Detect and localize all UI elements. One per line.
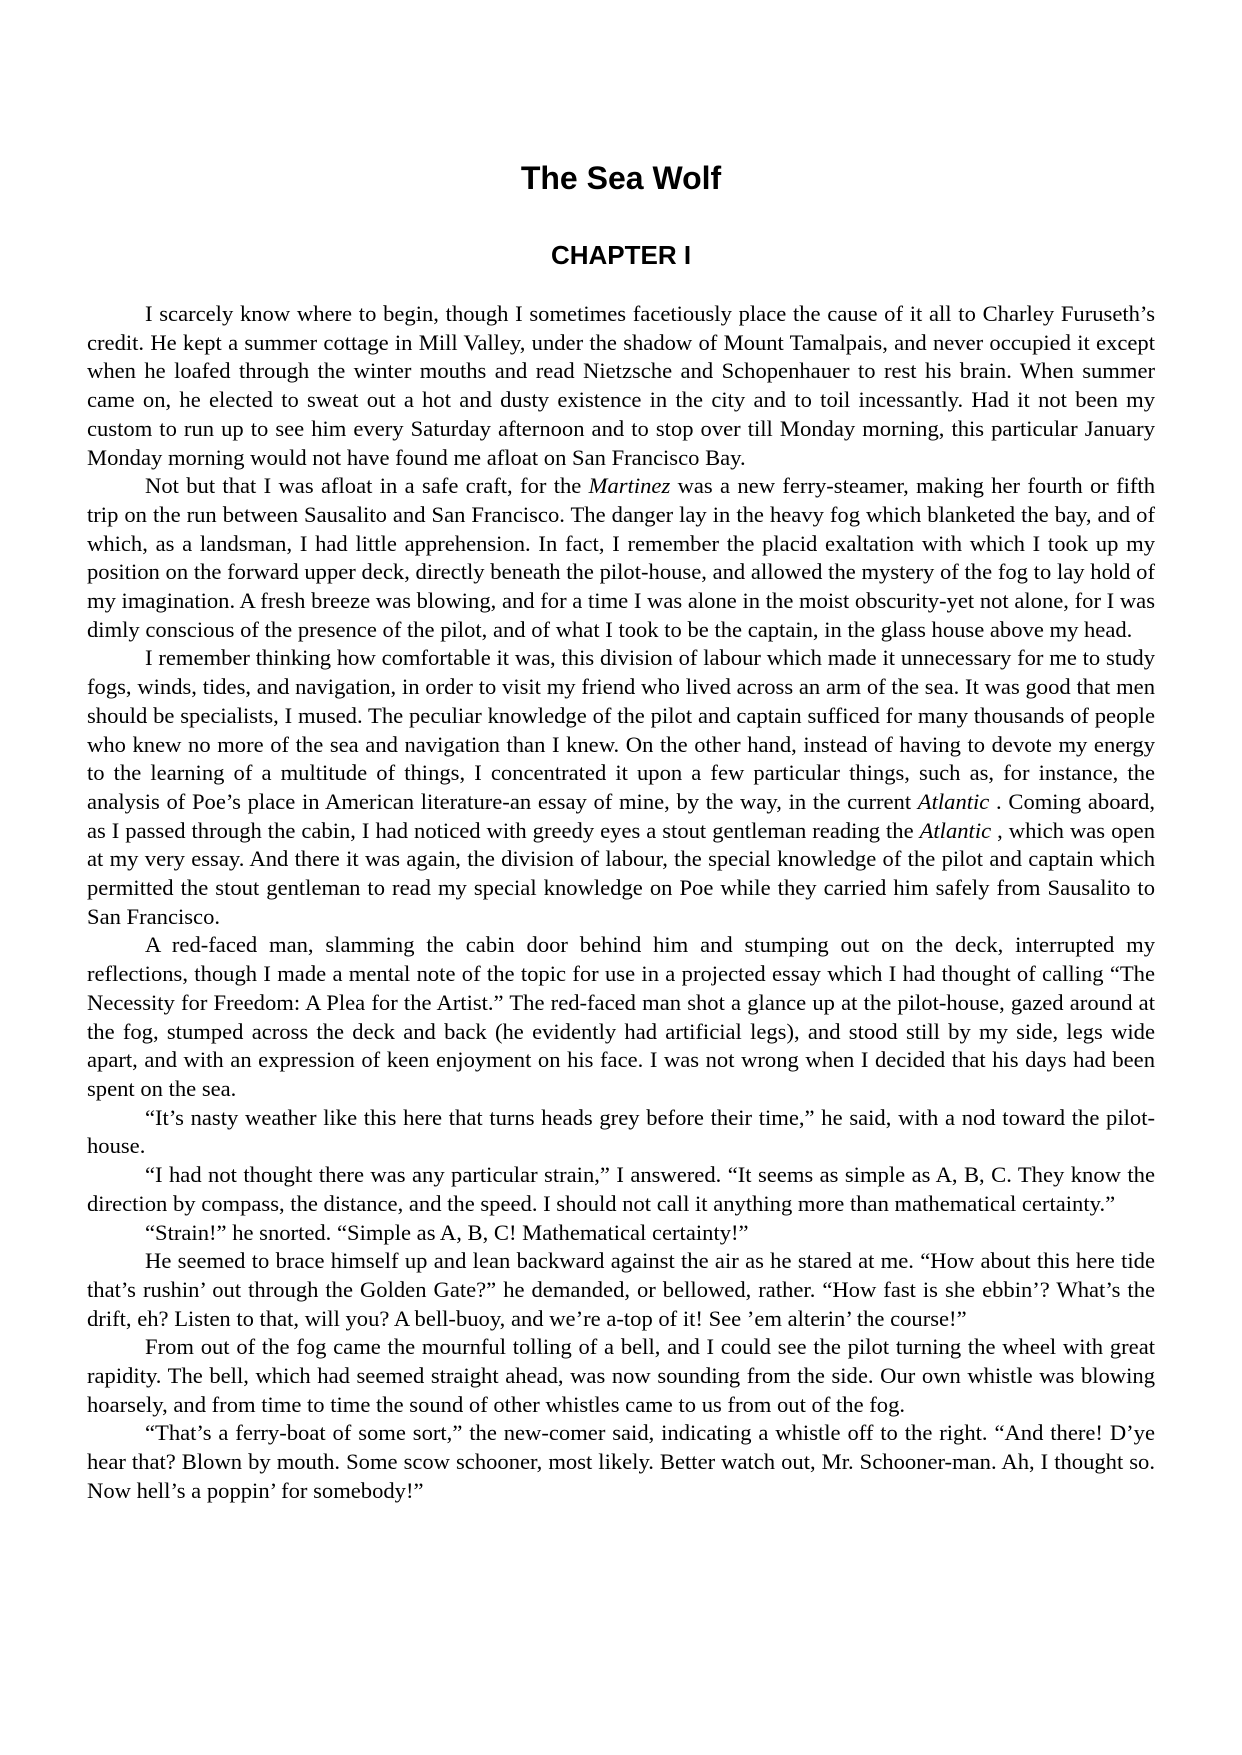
- paragraph: From out of the fog came the mournful tolling of a bell, and I could see the pilot turning the wheel with great rapidity. The bell, which had seemed straight ahead, was now sounding from the side. Our own whistle was blowing hoarsely, and from time to time the sound of other whistles came to us from out of the fog.: [87, 1334, 1155, 1417]
- paragraph: “I had not thought there was any particular strain,” I answered. “It seems as simple as A, B, C. They know the direction by compass, the distance, and the speed. I should not call it anything more than mathematical certainty.”: [87, 1162, 1155, 1216]
- paragraph: I remember thinking how comfortable it was, this division of labour which made it unnecessary for me to study fogs, winds, tides, and navigation, in order to visit my friend who lived across an arm of the sea. It was good that men should be specialists, I mused. The peculiar knowledge of the pilot and captain sufficed for many thousands of people who knew no more of the sea and navigation than I knew. On the other hand, instead of having to devote my energy to the learning of a multitude of things, I concentrated it upon a few particular things, such as, for instance, the analysis of Poe’s place in American literature-an essay of mine, by the way, in the current Atlantic . Coming aboard, as I passed through the cabin, I had noticed with greedy eyes a stout gentleman reading the Atlantic , which was open at my very essay. And there it was again, the division of labour, the special knowledge of the pilot and captain which permitted the stout gentleman to read my special knowledge on Poe while they carried him safely from Sausalito to San Francisco.: [87, 645, 1155, 929]
- paragraph: Not but that I was afloat in a safe craft, for the Martinez was a new ferry-steamer, making her fourth or fifth trip on the run between Sausalito and San Francisco. The danger lay in the heavy fog which blanketed the bay, and of which, as a landsman, I had little apprehension. In fact, I remember the placid exaltation with which I took up my position on the forward upper deck, directly beneath the pilot-house, and allowed the mystery of the fog to lay hold of my imagination. A fresh breeze was blowing, and for a time I was alone in the moist obscurity-yet not alone, for I was dimly conscious of the presence of the pilot, and of what I took to be the captain, in the glass house above my head.: [87, 473, 1155, 642]
- paragraph: A red-faced man, slamming the cabin door behind him and stumping out on the deck, interrupted my reflections, though I made a mental note of the topic for use in a projected essay which I had thought of calling “The Necessity for Freedom: A Plea for the Artist.” The red-faced man shot a glance up at the pilot-house, gazed around at the fog, stumped across the deck and back (he evidently had artificial legs), and stood still by my side, legs wide apart, and with an expression of keen enjoyment on his face. I was not wrong when I decided that his days had been spent on the sea.: [87, 932, 1155, 1101]
- paragraph: “It’s nasty weather like this here that turns heads grey before their time,” he said, with a nod toward the pilot-house.: [87, 1104, 1155, 1159]
- paragraph: “Strain!” he snorted. “Simple as A, B, C! Mathematical certainty!”: [145, 1219, 749, 1245]
- paragraph: I scarcely know where to begin, though I sometimes facetiously place the cause of it all to Charley Furuseth’s credit. He kept a summer cottage in Mill Valley, under the shadow of Mount Tamalpais, and never occupied it except when he loafed through the winter mouths and read Nietzsche and Schopenhauer to rest his brain. When summer came on, he elected to sweat out a hot and dusty existence in the city and to toil incessantly. Had it not been my custom to run up to see him every Saturday afternoon and to stop over till Monday morning, this particular January Monday morning would not have found me afloat on San Francisco Bay.: [87, 301, 1155, 470]
- chapter-title: CHAPTER I: [550, 240, 692, 270]
- book-title: The Sea Wolf: [520, 160, 722, 196]
- magazine-name-italic: Atlantic: [919, 817, 992, 843]
- ship-name-italic: Martinez: [588, 473, 671, 499]
- magazine-name-italic: Atlantic: [917, 788, 990, 814]
- paragraph: He seemed to brace himself up and lean backward against the air as he stared at me. “How about this here tide that’s rushin’ out through the Golden Gate?” he demanded, or bellowed, rather. “How fast is she ebbin’? What’s the drift, eh? Listen to that, will you? A bell-buoy, and we’re a-top of it! See ’em alterin’ the course!”: [87, 1248, 1155, 1331]
- book-page: [87, 160, 1155, 1503]
- chapter-text: [87, 300, 1155, 1506]
- paragraph: “That’s a ferry-boat of some sort,” the new-comer said, indicating a whistle off to the right. “And there! D’ye hear that? Blown by mouth. Some scow schooner, most likely. Better watch out, Mr. Schooner-man. Ah, I thought so. Now hell’s a poppin’ for somebody!”: [87, 1420, 1155, 1503]
